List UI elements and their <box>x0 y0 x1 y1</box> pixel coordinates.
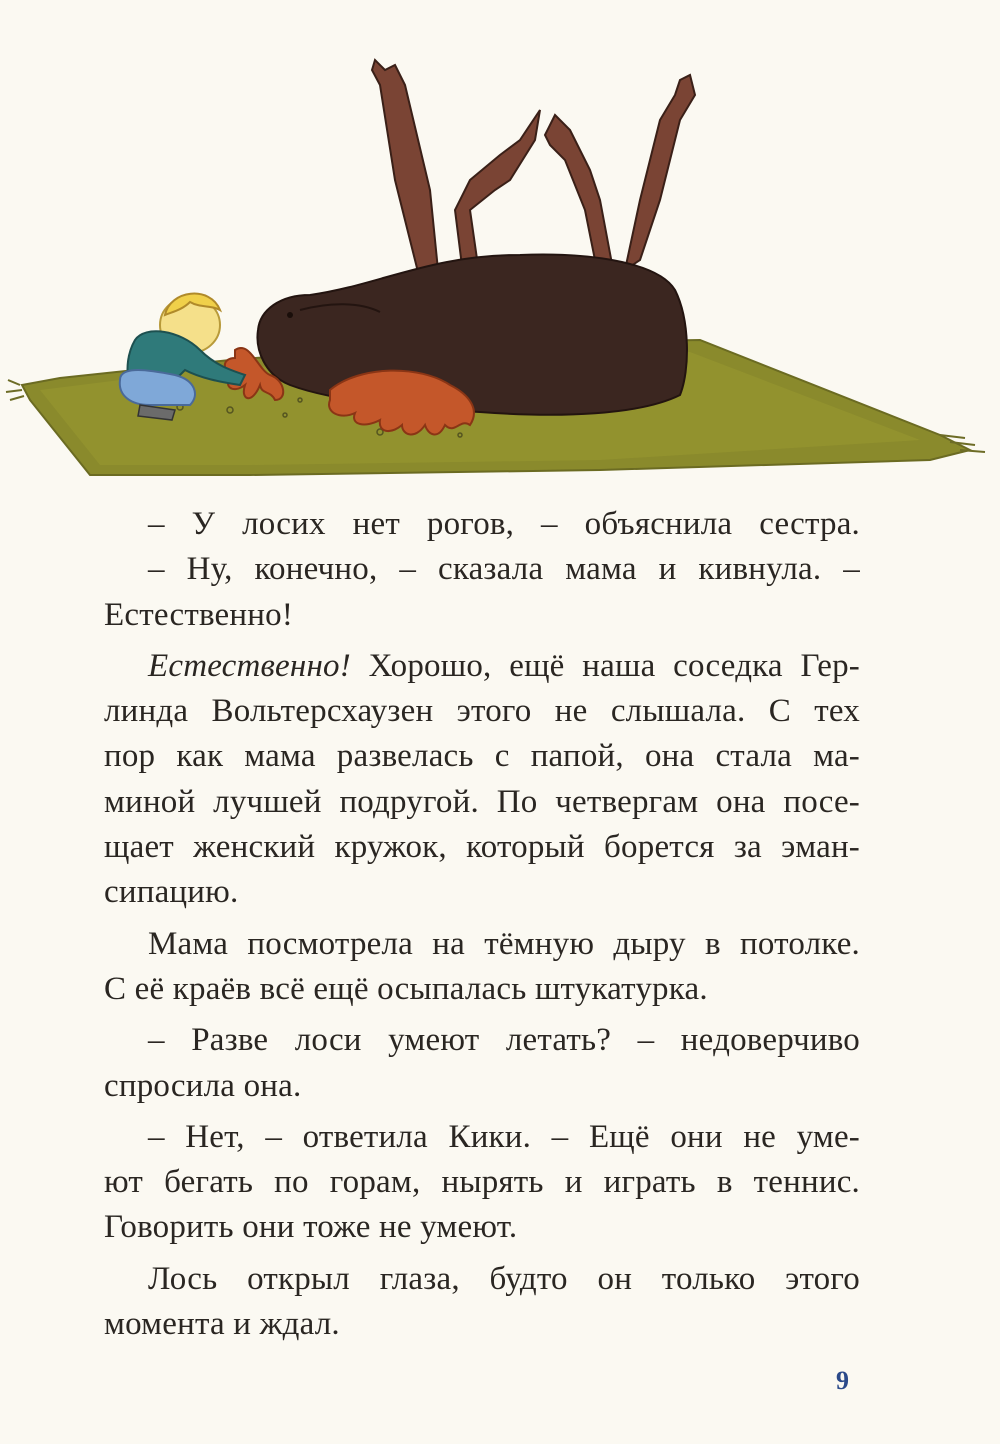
text-line: Мама посмотрела на тёмную дыру в потолке. <box>148 925 860 962</box>
text-line: Естественно! <box>104 596 294 633</box>
text-line: Лось открыл глаза, будто он только этого <box>148 1260 860 1297</box>
italic-word: Естественно! <box>148 647 351 684</box>
text-line: – Ну, конечно, – сказала мама и кивнула. – <box>148 551 860 588</box>
text-line <box>104 644 860 689</box>
text-line: пор как мама развелась с папой, она стала ма- <box>104 738 860 775</box>
text-line-rest: Хорошо, ещё наша соседка Гер- <box>368 647 860 684</box>
moose-body-image <box>257 255 686 415</box>
text-line: линда Вольтерсхаузен этого не слышала. С тех <box>104 693 860 730</box>
page-number: 9 <box>836 1366 849 1395</box>
text-line: – Нет, – ответила Кики. – Ещё они не уме- <box>148 1118 860 1155</box>
text-line: спросила она. <box>104 1067 302 1104</box>
text-line: момента и ждал. <box>104 1306 340 1343</box>
text-line: С её краёв всё ещё осыпалась штукатурка. <box>104 970 708 1007</box>
story-text <box>104 502 860 1347</box>
text-line: – У лосих нет рогов, – объяснила сестра. <box>148 506 860 542</box>
moose-illustration <box>0 40 1000 490</box>
text-line: ют бегать по горам, нырять и играть в теннис. <box>104 1164 860 1201</box>
text-line: сипацию. <box>104 874 239 911</box>
text-line: – Разве лоси умеют летать? – недоверчиво <box>148 1022 860 1059</box>
text-line: миной лучшей подругой. По четвергам она посе- <box>104 783 860 820</box>
text-line: щает женский кружок, который борется за эман- <box>104 829 860 866</box>
text-line: Говорить они тоже не умеют. <box>104 1209 518 1246</box>
